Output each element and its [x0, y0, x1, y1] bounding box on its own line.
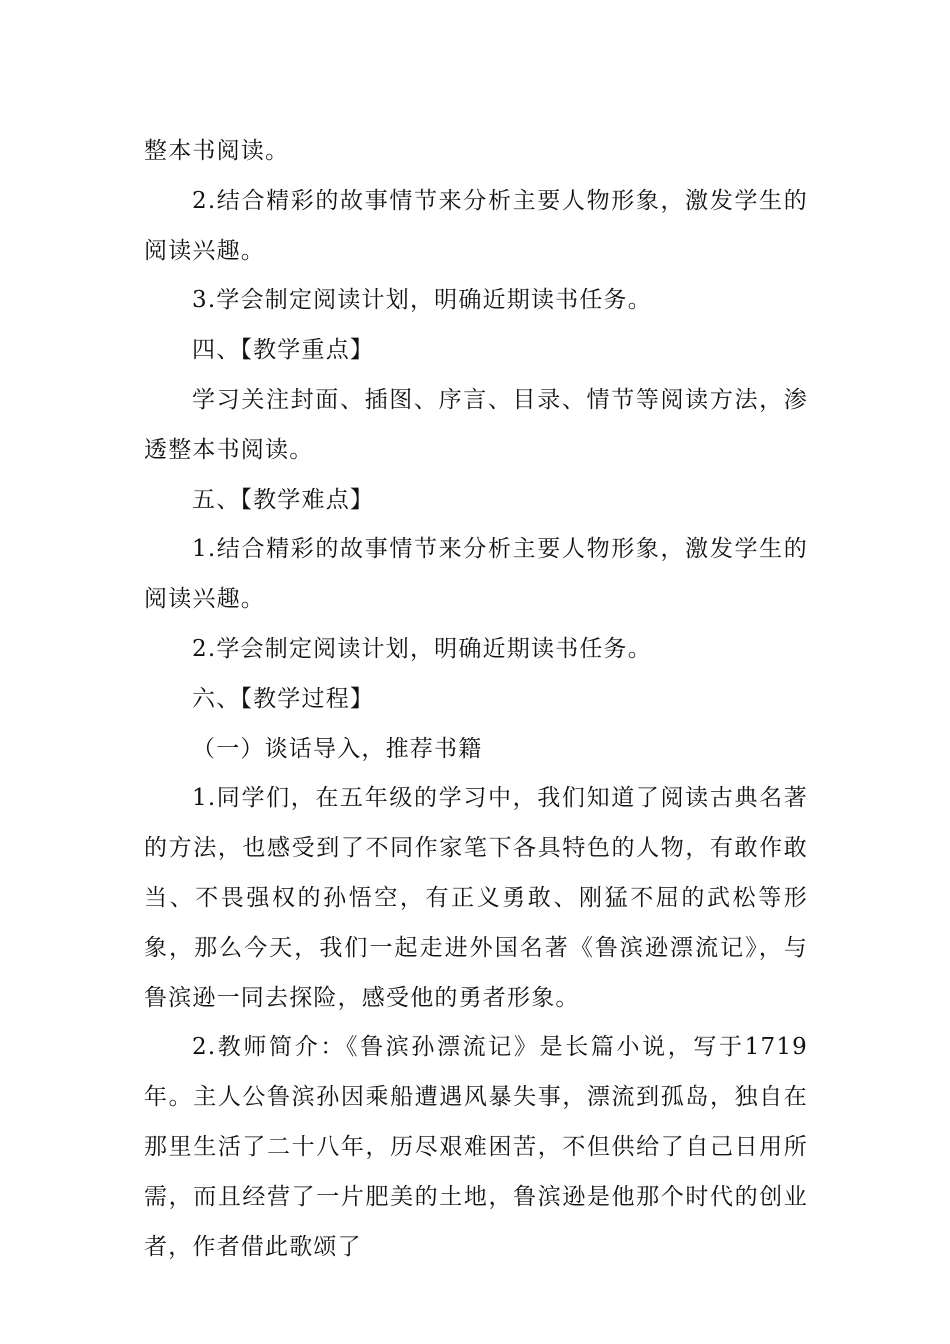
paragraph-intro-2: 2.教师简介：《鲁滨孙漂流记》是长篇小说，写于1719年。主人公鲁滨孙因乘船遭遇风暴失事，漂流到孤岛，独自在那里生活了二十八年，历尽艰难困苦，不但供给了自己日用所需，而且经营了一片肥美的土地，鲁滨逊是他那个时代的创业者，作者借此歌颂了	[144, 1034, 808, 1260]
paragraph-key-points: 学习关注封面、插图、序言、目录、情节等阅读方法，渗透整本书阅读。	[144, 386, 808, 463]
section-heading-process: 六、【教学过程】	[192, 685, 375, 712]
paragraph-intro-1: 1.同学们，在五年级的学习中，我们知道了阅读古典名著的方法，也感受到了不同作家笔下各具特色的人物，有敢作敢当、不畏强权的孙悟空，有正义勇敢、刚猛不屈的武松等形象，那么今天，我们一起走进外国名著《鲁滨逊漂流记》，与鲁滨逊一同去探险，感受他的勇者形象。	[144, 785, 808, 1011]
paragraph-difficulty-1: 1.结合精彩的故事情节来分析主要人物形象，激发学生的阅读兴趣。	[144, 536, 808, 613]
document-body	[144, 127, 808, 1272]
paragraph-objective-3: 3.学会制定阅读计划，明确近期读书任务。	[192, 287, 652, 314]
paragraph-objective-2: 2.结合精彩的故事情节来分析主要人物形象，激发学生的阅读兴趣。	[144, 187, 808, 264]
section-heading-difficulties: 五、【教学难点】	[192, 486, 375, 513]
section-heading-key-points: 四、【教学重点】	[192, 337, 375, 364]
subsection-heading-intro: （一）谈话导入，推荐书籍	[192, 735, 483, 762]
paragraph-continuation: 整本书阅读。	[144, 138, 290, 164]
paragraph-difficulty-2: 2.学会制定阅读计划，明确近期读书任务。	[192, 635, 652, 662]
